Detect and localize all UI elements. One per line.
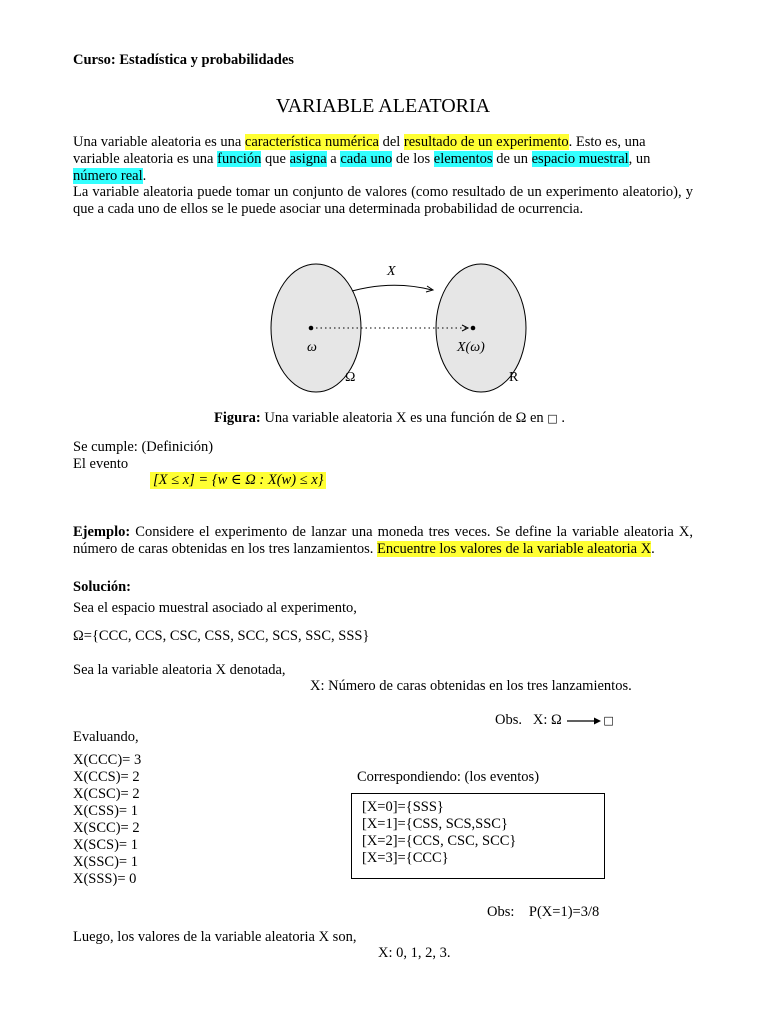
observation-probability	[487, 904, 599, 921]
intro-text: . Esto es, una	[568, 134, 646, 150]
list-item: [X=1]={CSS, SCS,SSC}	[362, 816, 508, 832]
intro-text: Una variable aleatoria es una	[73, 134, 245, 150]
highlight-elementos: elementos	[433, 151, 493, 167]
intro-text: que	[261, 151, 290, 167]
values-list: X: 0, 1, 2, 3.	[378, 945, 451, 961]
image-point-label: X(ω)	[457, 340, 485, 355]
arrow-right-icon	[565, 716, 603, 726]
obs-map-text: X: Ω	[532, 712, 562, 728]
evaluating-label: Evaluando,	[73, 729, 139, 745]
intro-text: de los	[392, 151, 434, 167]
caption-label: Figura:	[214, 410, 261, 426]
list-item: X(CCC)= 3	[73, 752, 142, 768]
caption-end: .	[557, 410, 565, 426]
obs-probability-text: P(X=1)=3/8	[528, 904, 600, 920]
solution-label: Solución:	[73, 579, 132, 595]
list-item: X(SSC)= 1	[73, 854, 138, 870]
codomain-set-label: R	[509, 370, 519, 385]
intro-text: del	[378, 134, 404, 150]
intro-text: .	[142, 168, 147, 184]
image-point	[471, 326, 476, 331]
page-title: VARIABLE ALEATORIA	[275, 95, 491, 117]
evaluations-list	[73, 752, 141, 888]
intro-text: variable aleatoria es una	[73, 151, 218, 167]
list-item: X(CCS)= 2	[73, 769, 140, 785]
variable-definition: X: Número de caras obtenidas en los tres lanzamientos.	[310, 678, 632, 694]
highlight-espacio-muestral: espacio muestral	[531, 151, 629, 167]
list-item: [X=2]={CCS, CSC, SCC}	[362, 833, 517, 849]
sample-space-intro: Sea el espacio muestral asociado al experimento,	[73, 600, 357, 616]
sample-space: Ω={CCC, CCS, CSC, CSS, SCC, SCS, SSC, SSS}	[73, 628, 370, 644]
example-label: Ejemplo:	[73, 524, 131, 540]
highlight-asigna: asigna	[289, 151, 327, 167]
example-paragraph	[73, 524, 693, 558]
intro-text: de un	[492, 151, 532, 167]
missing-glyph-icon: □	[603, 714, 614, 727]
example-highlight: Encuentre los valores de la variable aleatoria X	[377, 541, 652, 557]
highlight-funcion: función	[217, 151, 262, 167]
list-item: [X=3]={CCC}	[362, 850, 449, 866]
map-label: X	[387, 264, 396, 279]
observation-mapping	[495, 712, 614, 729]
figure-caption	[214, 410, 565, 427]
example-text: Considere el experimento de lanzar una moneda tres veces. Se define la variable aleatoria X, número de caras obtenidas en los tres lanzamientos.	[73, 524, 693, 557]
omega-point-label: ω	[307, 340, 317, 355]
list-item: X(SCS)= 1	[73, 837, 138, 853]
intro-line-3	[73, 168, 146, 185]
intro-text: , un	[628, 151, 651, 167]
intro-paragraph-2: La variable aleatoria puede tomar un conjunto de valores (como resultado de un experimento aleatorio), y que a cada uno de ellos se le puede asociar una determinada probabilidad de ocurrencia.	[73, 184, 693, 217]
mapping-figure	[260, 258, 540, 398]
missing-glyph-icon: □	[547, 412, 558, 425]
intro-line-1	[73, 134, 695, 151]
highlight-caracteristica: característica numérica	[244, 134, 379, 150]
caption-text: Una variable aleatoria X es una función de Ω en	[260, 410, 548, 426]
obs-label: Obs.	[495, 712, 522, 728]
definition-formula: [X ≤ x] = {w ∈ Ω : X(w) ≤ x}	[150, 472, 326, 489]
conclusion-text: Luego, los valores de la variable aleatoria X son,	[73, 929, 357, 945]
course-title: Curso: Estadística y probabilidades	[73, 52, 294, 68]
list-item: [X=0]={SSS}	[362, 799, 444, 815]
list-item: X(CSS)= 1	[73, 803, 138, 819]
example-end: .	[651, 541, 655, 557]
highlight-cada-uno: cada uno	[340, 151, 393, 167]
definition-line-1: Se cumple: (Definición)	[73, 439, 214, 455]
obs-label: Obs:	[487, 904, 515, 920]
highlight-resultado: resultado de un experimento	[403, 134, 569, 150]
mapping-arc	[352, 285, 432, 291]
highlight-numero-real: número real	[73, 168, 143, 184]
intro-line-2	[73, 151, 695, 168]
domain-set-label: Ω	[345, 370, 356, 385]
intro-text: a	[326, 151, 341, 167]
omega-point	[309, 326, 314, 331]
corresponding-label: Correspondiendo: (los eventos)	[357, 769, 540, 785]
events-box	[351, 793, 605, 879]
variable-intro: Sea la variable aleatoria X denotada,	[73, 662, 286, 678]
list-item: X(SSS)= 0	[73, 871, 137, 887]
list-item: X(CSC)= 2	[73, 786, 140, 802]
list-item: X(SCC)= 2	[73, 820, 140, 836]
definition-line-2: El evento	[73, 456, 129, 472]
